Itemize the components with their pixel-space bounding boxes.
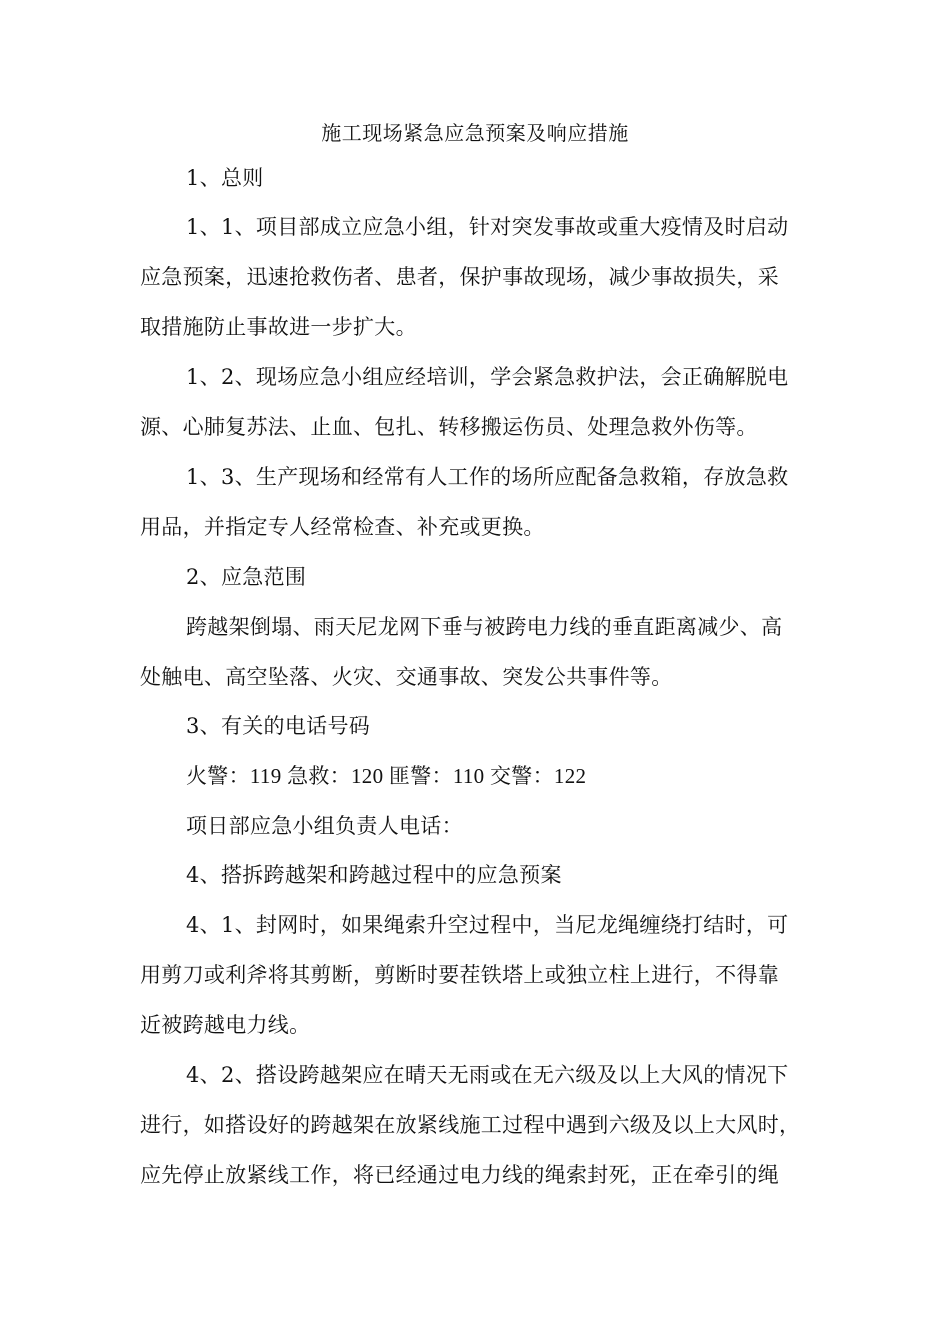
emergency-phone-numbers: 火警：119 急救：120 匪警：110 交警：122 [186,764,587,788]
paragraph-line: 处触电、高空坠落、火灾、交通事故、突发公共事件等。 [140,665,673,689]
paragraph-line: 源、心肺复苏法、止血、包扎、转移搬运伤员、处理急救外伤等。 [140,415,758,439]
paragraph-line: 进行，如搭设好的跨越架在放紧线施工过程中遇到六级及以上大风时， [140,1113,801,1137]
paragraph-line: 4、2、搭设跨越架应在晴天无雨或在无六级及以上大风的情况下 [186,1063,789,1087]
section-heading-plan: 4、搭拆跨越架和跨越过程中的应急预案 [186,863,562,887]
document-title: 施工现场紧急应急预案及响应措施 [321,121,629,145]
paragraph-line: 取措施防止事故进一步扩大。 [140,315,417,339]
paragraph-line: 1、3、生产现场和经常有人工作的场所应配备急救箱，存放急救 [186,465,789,489]
paragraph-line: 1、1、项目部成立应急小组，针对突发事故或重大疫情及时启动 [186,215,789,239]
section-heading-general: 1、总则 [186,166,264,190]
paragraph-line: 4、1、封网时，如果绳索升空过程中，当尼龙绳缠绕打结时，可 [186,913,789,937]
paragraph-line: 近被跨越电力线。 [140,1013,311,1037]
section-heading-phones: 3、有关的电话号码 [186,714,371,738]
paragraph-line: 用剪刀或利斧将其剪断，剪断时要茬铁塔上或独立柱上进行，不得靠 [140,963,779,987]
paragraph-line: 跨越架倒塌、雨天尼龙网下垂与被跨电力线的垂直距离减少、高 [186,615,783,639]
paragraph-line: 用品，并指定专人经常检查、补充或更换。 [140,515,545,539]
paragraph-line: 应急预案，迅速抢救伤者、患者，保护事故现场，减少事故损失，采 [140,265,779,289]
contact-person-line: 项日部应急小组负责人电话： [186,814,463,838]
paragraph-line: 应先停止放紧线工作，将已经通过电力线的绳索封死，正在牵引的绳 [140,1163,779,1187]
section-heading-scope: 2、应急范围 [186,565,307,589]
paragraph-line: 1、2、现场应急小组应经培训，学会紧急救护法，会正确解脱电 [186,365,789,389]
